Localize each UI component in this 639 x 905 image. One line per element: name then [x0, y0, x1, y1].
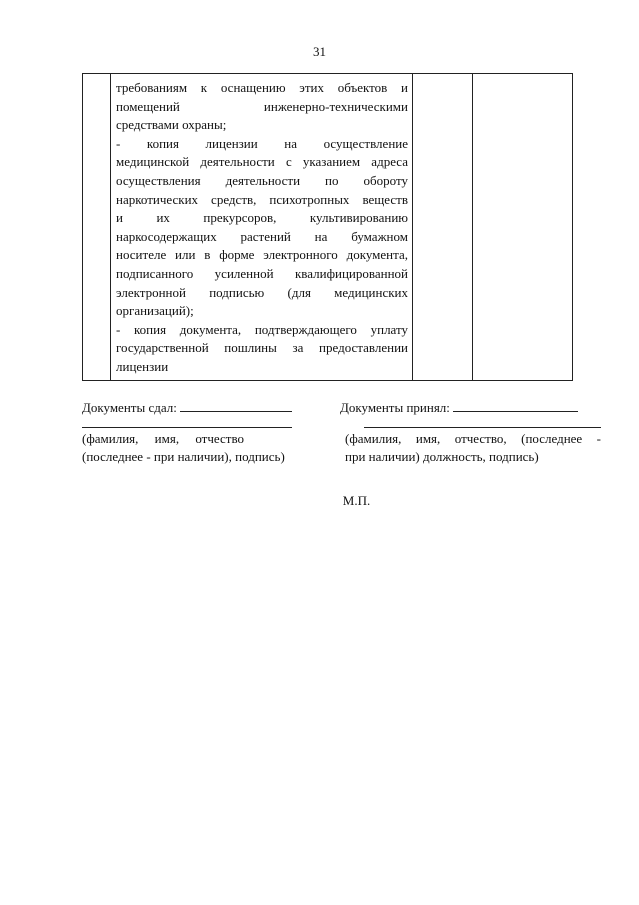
submitted-name-line	[82, 427, 292, 428]
text-line: требованиям к оснащению этих объектов и	[116, 80, 408, 95]
table-cell-number	[83, 74, 111, 381]
document-table	[82, 73, 573, 381]
text-line: лицензии	[116, 358, 169, 374]
text-line: носителе или в форме электронного документа,	[116, 247, 408, 263]
text-line: организаций);	[116, 303, 194, 319]
text-line: государственной пошлины за предоставлении	[116, 340, 408, 356]
signature-received	[340, 399, 602, 466]
text-line: осуществления деятельности по обороту	[116, 172, 408, 188]
received-caption	[340, 430, 602, 466]
documents-list-text	[116, 79, 408, 377]
text-line: электронной подписью (для медицинских	[116, 284, 408, 300]
submitted-label-row	[82, 399, 312, 417]
received-caption-line2: при наличии) должность, подпись)	[345, 449, 539, 464]
table-cell-mark	[413, 74, 473, 381]
table-cell-note	[473, 74, 573, 381]
submitted-caption	[82, 430, 312, 466]
text-line: наркотических средств, психотропных веществ	[116, 191, 408, 207]
text-line: средствами охраны;	[116, 117, 227, 133]
received-blank	[453, 399, 578, 412]
received-name-line	[364, 427, 601, 428]
received-caption-line1: (фамилия, имя, отчество, (последнее -	[345, 431, 601, 446]
text-line: - копия документа, подтверждающего уплату	[116, 321, 408, 337]
text-line: подписанного усиленной квалифицированной	[116, 265, 408, 281]
text-line: и их прекурсоров, культивированию	[116, 210, 408, 226]
submitted-blank	[180, 399, 292, 412]
text-line: медицинской деятельности с указанием адреса	[116, 154, 408, 170]
submitted-caption-line1: (фамилия, имя, отчество	[82, 431, 244, 446]
text-line: помещений инженерно-техническими	[116, 98, 408, 114]
seal-placeholder: М.П.	[342, 493, 371, 508]
table-row	[83, 74, 573, 381]
submitted-caption-line2: (последнее - при наличии), подпись)	[82, 449, 285, 464]
received-label: Документы принял:	[340, 400, 450, 415]
received-label-row	[340, 399, 602, 417]
text-line: наркосодержащих растений на бумажном	[116, 228, 408, 244]
signature-submitted	[82, 399, 312, 466]
page-number: 31	[313, 44, 326, 59]
table-cell-documents	[111, 74, 413, 381]
text-line: - копия лицензии на осуществление	[116, 135, 408, 151]
submitted-label: Документы сдал:	[82, 400, 177, 415]
